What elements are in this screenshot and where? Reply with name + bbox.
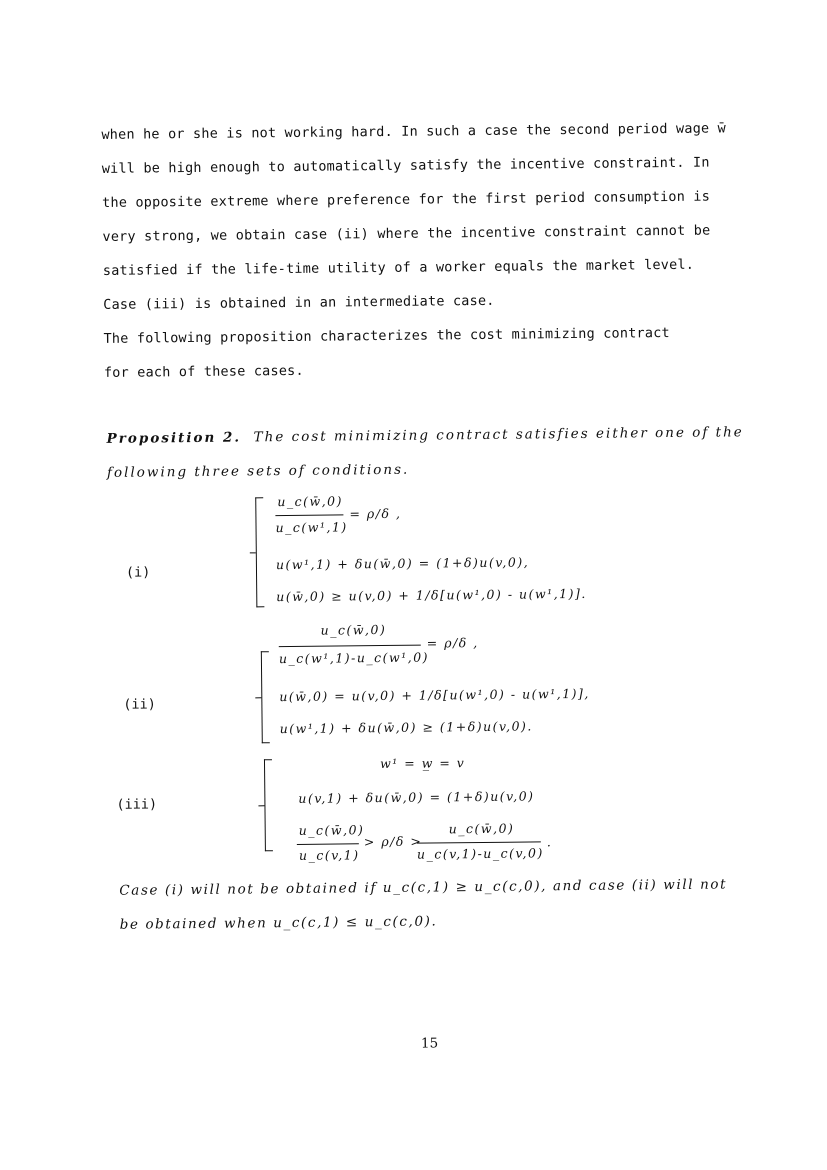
case-i-equation-2: u(w¹,1) + δu(w̄,0) = (1+δ)u(v,0), — [275, 554, 530, 573]
case-ii-frac-denominator: u_c(w¹,1)-u_c(w¹,0) — [278, 649, 430, 667]
case-i-frac-rhs: = ρ/δ , — [349, 505, 402, 522]
proposition-text-1: The cost minimizing contract satisfies either one of the — [253, 424, 744, 446]
body-line-7: The following proposition characterizes the cost minimizing contract — [103, 325, 670, 347]
body-line-2: will be high enough to automatically satisfy the incentive constraint. In — [101, 154, 710, 177]
body-line-5: satisfied if the life-time utility of a worker equals the market level. — [102, 256, 695, 279]
body-line-1: when he or she is not working hard. In such a case the second period wage w̄ — [101, 120, 727, 143]
closing-line-1: Case (i) will not be obtained if u_c(c,1) ≥ u_c(c,0), and case (ii) will not — [119, 876, 728, 899]
case-iii-frac1-denominator: u_c(v,1) — [298, 847, 360, 863]
case-i-frac-denominator: u_c(w¹,1) — [275, 519, 348, 536]
body-line-3: the opposite extreme where preference for the first period consumption is — [102, 188, 711, 211]
body-line-6: Case (iii) is obtained in an intermediate case. — [103, 292, 495, 313]
case-i-frac-numerator: u_c(w̄,0) — [277, 493, 344, 510]
page-number: 15 — [420, 1035, 439, 1052]
case-iii-frac2-bar — [417, 841, 541, 843]
case-i-equation-3: u(w̄,0) ≥ u(v,0) + 1/δ[u(w¹,0) - u(w¹,1)]. — [276, 585, 587, 605]
case-i-label: (i) — [125, 564, 151, 581]
case-ii-frac-numerator: u_c(w̄,0) — [320, 621, 387, 638]
proposition-statement-line-2: following three sets of conditions. — [106, 461, 410, 481]
case-iii-brace — [264, 759, 273, 851]
case-ii-equation-2: u(w̄,0) = u(v,0) + 1/δ[u(w¹,0) - u(w¹,1)], — [279, 685, 590, 705]
case-iii-period: . — [546, 834, 553, 850]
case-ii-brace — [261, 651, 270, 743]
closing-line-2: be obtained when u_c(c,1) ≤ u_c(c,0). — [119, 913, 438, 933]
case-iii-frac1-numerator: u_c(w̄,0) — [298, 822, 365, 838]
case-iii-frac2-denominator: u_c(v,1)-u_c(v,0) — [416, 845, 544, 862]
case-i-brace — [255, 497, 264, 607]
case-ii-frac-bar — [279, 645, 421, 647]
body-line-8: for each of these cases. — [103, 362, 304, 381]
case-ii-frac-rhs: = ρ/δ , — [426, 635, 479, 651]
body-line-4: very strong, we obtain case (ii) where the incentive constraint cannot be — [102, 222, 711, 245]
case-i-frac-bar — [275, 514, 343, 516]
case-iii-equation-2: u(v,1) + δu(w̄,0) = (1+δ)u(v,0) — [298, 788, 535, 806]
case-iii-equation-1: w¹ = w̲ = v — [379, 755, 466, 772]
case-ii-label: (ii) — [123, 696, 156, 713]
case-iii-frac1-bar — [297, 843, 359, 845]
case-iii-label: (iii) — [116, 796, 158, 813]
proposition-statement-line-1 — [107, 424, 744, 447]
proposition-heading: Proposition 2. — [106, 429, 242, 447]
case-iii-frac2-numerator: u_c(w̄,0) — [448, 820, 515, 837]
case-iii-inequality: > ρ/δ > — [363, 833, 423, 850]
case-ii-equation-3: u(w¹,1) + δu(w̄,0) ≥ (1+δ)u(v,0). — [279, 718, 533, 737]
